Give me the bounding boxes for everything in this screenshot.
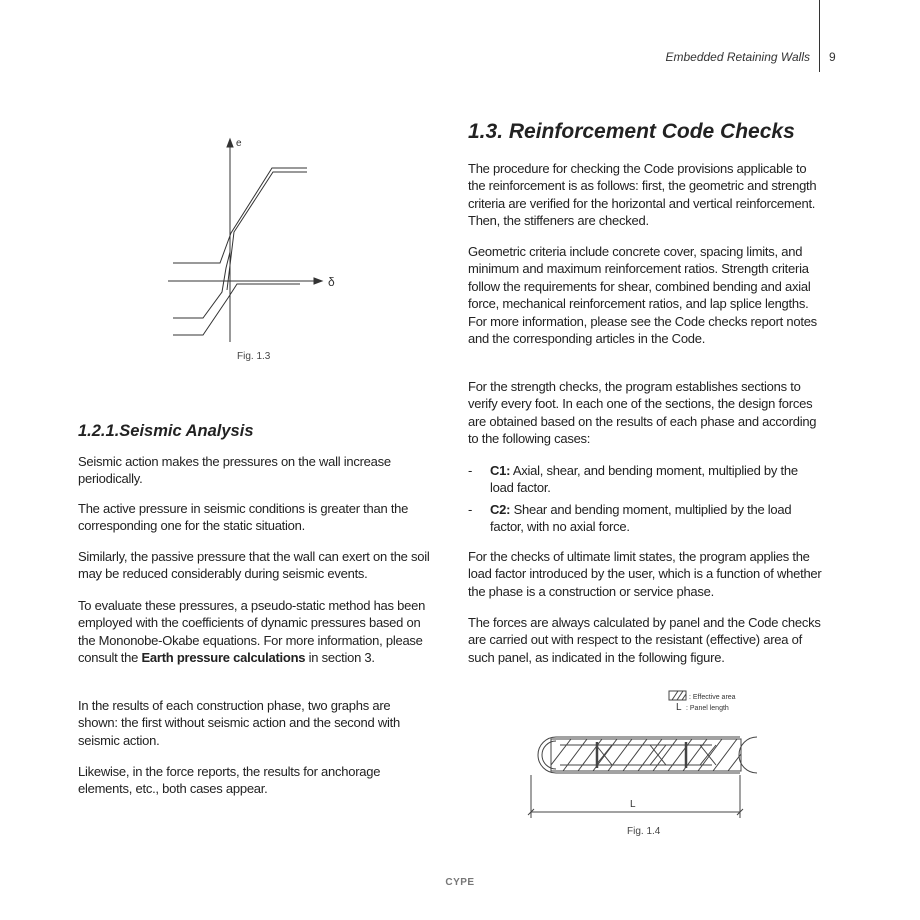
section-heading-seismic: 1.2.1.Seismic Analysis (78, 422, 254, 440)
paragraph (78, 763, 433, 798)
page-number: 9 (829, 50, 836, 64)
paragraph (78, 500, 433, 535)
paragraph-text: In the results of each construction phase, two graphs are shown: the first without seismic action and the second with seismic action. (78, 698, 400, 748)
case-text: Shear and bending moment, multiplied by the load factor, with no axial force. (490, 502, 792, 535)
paragraph-text: The active pressure in seismic conditions is greater than the corresponding one for the static situation. (78, 501, 409, 534)
paragraph (78, 453, 433, 488)
reinforcement (560, 745, 716, 765)
case-text: Axial, shear, and bending moment, multiplied by the load factor. (490, 463, 798, 496)
paragraph (78, 597, 433, 667)
effective-area (551, 739, 741, 771)
paragraph-text: Similarly, the passive pressure that the wall can exert on the soil may be reduced considerably during seismic events. (78, 549, 430, 582)
paragraph-text: Likewise, in the force reports, the results for anchorage elements, etc., both cases appear. (78, 764, 381, 797)
figure-1-3 (168, 139, 322, 342)
figure-1-3-caption: Fig. 1.3 (237, 351, 271, 362)
section-heading-reinforcement: 1.3. Reinforcement Code Checks (468, 120, 795, 143)
bullet-dash: - (468, 463, 473, 478)
paragraph-text: For the strength checks, the program establishes sections to verify every foot. In each one of the sections, the design forces are obtained based on the results of each phase and according to the following cases: (468, 379, 817, 447)
reference-earth-pressure: Earth pressure calculations (141, 650, 306, 666)
figure-1-4-caption: Fig. 1.4 (627, 826, 661, 837)
curve (173, 168, 307, 263)
legend-l-symbol: L (676, 702, 682, 713)
footer-brand: CYPE (445, 877, 475, 888)
paragraph-text: in section 3. (305, 650, 375, 666)
paragraph-text: The forces are always calculated by panel and the Code checks are carried out with respect to the resistant (effective) area of such panel, as indicated in the following figure. (468, 615, 821, 665)
paragraph-text: To evaluate these pressures, a pseudo-static method has been employed with the coefficients of dynamic pressures based on the Mononobe-Okabe equations. For more information, please consult the (78, 598, 426, 666)
list-item (468, 501, 823, 536)
running-header: Embedded Retaining Walls (665, 50, 810, 64)
paragraph (468, 378, 823, 448)
paragraph (78, 697, 433, 749)
y-axis-label: e (236, 138, 242, 149)
x-axis-arrow (314, 278, 322, 284)
paragraph-text: Seismic action makes the pressures on the wall increase periodically. (78, 454, 391, 487)
paragraph-text: Geometric criteria include concrete cover, spacing limits, and minimum and maximum reinforcement ratios. Strength criteria follow the requirements for shear, combined bending and axial force, mechanical reinforcement ratios, and lap splice lengths. For more information, please see the Code checks report notes and the corresponding articles in the Code. (468, 244, 817, 347)
case-label: C2: (490, 502, 511, 517)
dimension-label: L (630, 799, 636, 810)
bullet-dash: - (468, 502, 473, 517)
paragraph (468, 243, 823, 347)
hatching (551, 739, 741, 771)
paragraph-text: The procedure for checking the Code provisions applicable to the reinforcement is as follows: first, the geometric and strength criteria are verified for the horizontal and vertical reinforcement. Then, the stiffeners are checked. (468, 161, 817, 229)
paragraph (78, 548, 433, 583)
legend-effective-area: : Effective area (689, 694, 736, 701)
y-axis-arrow (227, 139, 233, 147)
x-axis-label: δ (328, 275, 335, 289)
list-item (468, 462, 823, 497)
curve (227, 172, 307, 290)
paragraph (468, 548, 823, 600)
curve (173, 284, 300, 335)
case-label: C1: (490, 463, 511, 478)
paragraph-text: For the checks of ultimate limit states, the program applies the load factor introduced by the user, which is a function of whether the phase is a construction or service phase. (468, 549, 822, 599)
paragraph (468, 614, 823, 666)
paragraph (468, 160, 823, 230)
legend-panel-length: : Panel length (686, 705, 729, 712)
